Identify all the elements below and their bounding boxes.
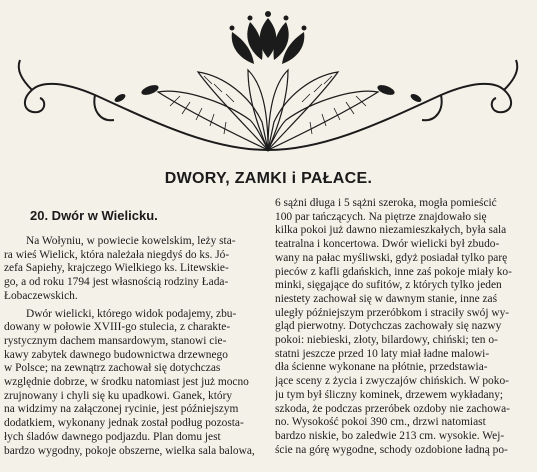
text-line: pokoi: niebieski, złoty, bilardowy, chiński; ten o-: [275, 334, 498, 347]
text-line: wany na pałac myśliwski, gdyż posiadał tylko parę: [275, 251, 508, 264]
text-line: niestety zachował się w dawnym stanie, inne zaś: [275, 292, 498, 305]
text-line: no. Wysokość pokoi 390 cm., drzwi natomiast: [275, 416, 486, 429]
text-line: uległy późniejszym przeróbkom i straciły swój wy-: [275, 306, 510, 319]
text-line: kilka pokoi już dawno niezamieszkałych, była sala: [275, 224, 507, 237]
text-line: Na Wołyniu, w powiecie kowelskim, leży sta-: [26, 235, 236, 247]
text-line: 100 par tańczących. Na piętrze znajdowało się: [275, 210, 487, 223]
text-line: Łobaczewskich.: [4, 289, 78, 302]
text-line: pieców z kafli gdańskich, inne zaś pokoje miały ko-: [275, 265, 512, 278]
text-line: łych śladów dawnego podjazdu. Plan domu jest: [4, 430, 221, 443]
text-line: ście na górę wygodne, schody ozdobione ładną po-: [275, 443, 508, 456]
text-line: statni jeszcze przed 10 laty miał ładne malowi-: [275, 347, 490, 360]
section-title: DWORY, ZAMKI i PAŁACE.: [164, 170, 373, 187]
text-line: ju tym był śliczny kominek, drzewem wykładany;: [275, 388, 504, 401]
text-line: zefa Sapiehy, krajczego Wielkiego ks. Litewskie-: [4, 262, 229, 275]
left-column: [4, 235, 262, 458]
text-line: bardzo wygodny, pokoje obszerne, wielka sala balowa,: [4, 444, 255, 457]
text-line: szkoda, że podczas przeróbek ozdoby nie zachowa-: [275, 402, 510, 415]
text-line: względnie dobrze, w środku natomiast jest już mocno: [4, 376, 249, 389]
text-line: zrujnowany i chyli się ku upadkowi. Ganek, który: [4, 389, 233, 402]
text-line: teatralna i koncertowa. Dwór wielicki był zbudo-: [275, 238, 500, 251]
text-line: gląd pierwotny. Dotychczas zachowały się nazwy: [275, 320, 502, 333]
text-line: kawy zabytek dawnego budownictwa drzewnego: [4, 348, 228, 361]
text-line: 6 sążni długa i 5 sążni szeroka, mogła pomieścić: [275, 197, 497, 209]
text-line: Dwór wielicki, którego widok podajemy, zbu-: [26, 307, 237, 320]
text-line: dowany w połowie XVIII-go stulecia, z charakte-: [4, 321, 231, 334]
text-line: dła ścienne wykonane na płótnie, przedstawia-: [275, 361, 488, 374]
text-line: na widzimy na załączonej rycinie, jest późniejszym: [4, 403, 239, 416]
text-line: ra wieś Wielick, która należała niegdyś do ks. Jó-: [4, 248, 230, 261]
right-column: [275, 197, 533, 457]
text-line: go, a od roku 1794 jest własnością rodziny Łada-: [4, 276, 229, 289]
text-line: jące sceny z życia i zwyczajów chińskich. W poko-: [275, 375, 509, 388]
text-line: dodatkiem, wykonany jednak został podług pozosta-: [4, 417, 244, 430]
text-line: rystycznym dachem mansardowym, stanowi cie-: [4, 334, 227, 347]
text-line: bardzo niskie, bo zaledwie 213 cm. wysokie. Wej-: [275, 429, 505, 442]
text-line: minki, sięgające do sufitów, z których tylko jeden: [275, 279, 502, 292]
floral-ornament-header: [0, 0, 537, 160]
article-heading: 20. Dwór w Wielicku.: [30, 208, 158, 223]
text-line: w Polsce; na zewnątrz zachował się dotychczas: [4, 362, 221, 375]
